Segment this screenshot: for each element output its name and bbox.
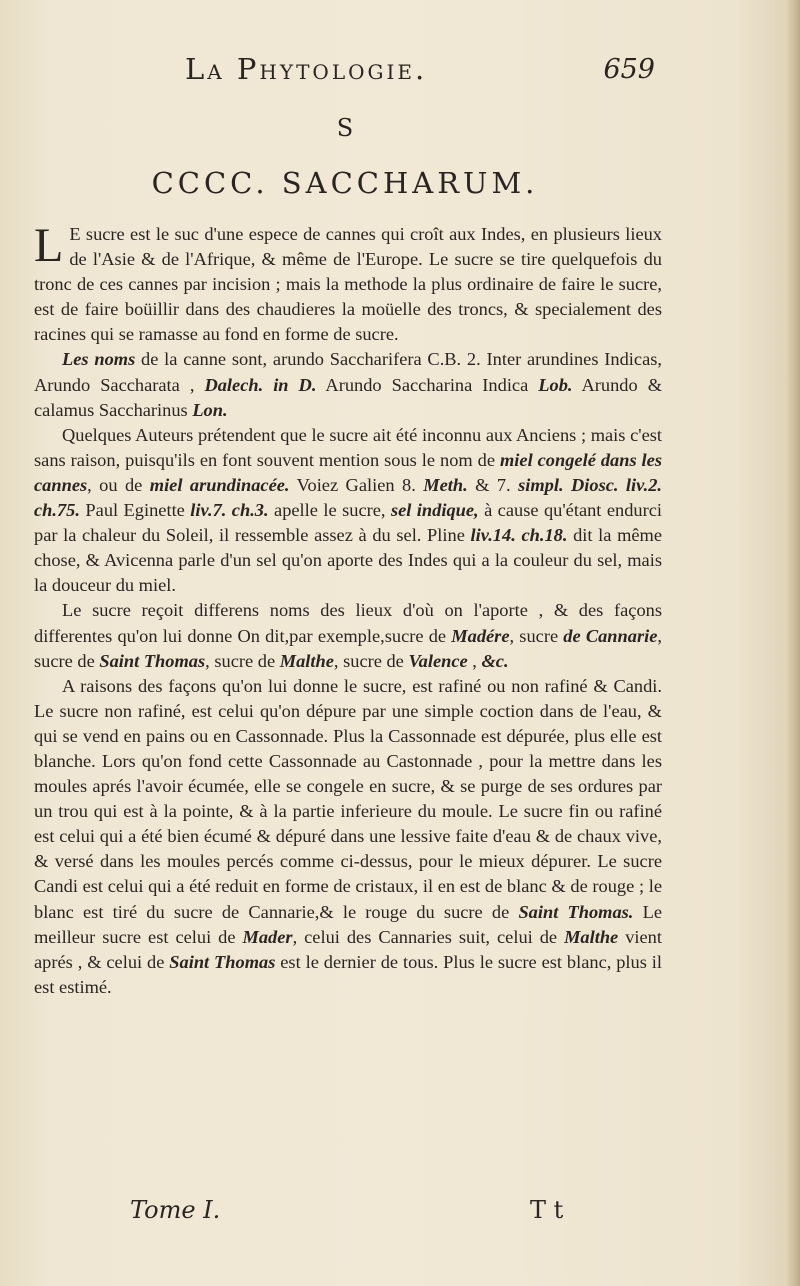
page-number: 659 (603, 54, 655, 85)
text-run: est le dernier de tous. Plus le sucre est blanc, plus il est estimé. (34, 951, 662, 997)
text-run: liv.14. ch.18. (470, 525, 568, 546)
signature-mark: T t (530, 1196, 564, 1224)
text-run: , celui des Cannaries suit, celui de (292, 926, 565, 947)
text-run: miel congelé dans les cannes (34, 449, 662, 495)
text-run: miel arundinacée. (149, 474, 290, 495)
text-run: Arundo & calamus Saccharinus (34, 374, 662, 420)
text-run: dit la même chose, & Avicenna parle d'un sel qu'on aporte des Indes qui a la couleur du sel, mais la douceur du miel. (34, 525, 663, 596)
text-run: , ou de (87, 474, 150, 495)
text-run: Meth. (423, 474, 468, 495)
text-run: , sucre de (333, 650, 409, 671)
text-run: de Cannarie (563, 625, 658, 646)
text-run: à cause qu'étant endurci par la chaleur du Soleil, il ressemble assez à du sel. Pline (34, 500, 662, 546)
running-header (185, 52, 655, 88)
text-run: Arundo Saccharina Indica (316, 374, 539, 395)
text-run: Paul Eginette (79, 500, 191, 521)
text-run: , sucre de (34, 625, 662, 671)
page-footer (0, 1196, 800, 1236)
text-run: A raisons des façons qu'on lui donne le sucre, est rafiné ou non rafiné & Candi. Le sucre non rafiné, est celui qu'on dépure par une simple coction dans de l'eau, & qui se vend en pains ou en Cassonnade. Plus la Cassonnade est dépurée, plus elle est blanche. Lors qu'on fond cette Cassonnade au Castonnade , pour la mettre dans les moules aprés l'avoir écumée, elle se congele en sucre, & se purge de ses ordures par un trou qui est à la pointe, & à la partie inferieure du moule. Le sucre fin ou rafiné est celui qui a été bien écumé & dépuré dans une lessive faite d'eau & de chaux vive, & versé dans les moules percés comme ci-dessus, pour le mieux dépurer. Le sucre Candi est celui qui a été reduit en forme de cristaux, il en est de blanc & de rouge ; le blanc est tiré du sucre de Cannarie,& le rouge du sucre de (34, 675, 662, 922)
text-run: sel indique, (390, 500, 479, 521)
chapter-title: CCCC. SACCHARUM. (151, 166, 539, 200)
text-run: vient aprés , & celui de (34, 926, 662, 972)
text-run: Madére (451, 625, 510, 646)
page-spine-shadow (786, 0, 800, 1286)
paragraph-varieties (34, 598, 662, 673)
text-run: apelle le sucre, (268, 500, 391, 521)
tome-label: Tome I. (130, 1196, 221, 1224)
paragraph-refining (34, 674, 662, 1000)
text-run: Valence (408, 650, 468, 671)
text-run: de la canne sont, arundo Saccharifera C.B. 2. Inter arundines Indicas, Arundo Saccharata , (34, 349, 662, 395)
paragraph-names (34, 347, 662, 422)
text-run: Malthe (564, 926, 619, 947)
paragraph-history (34, 423, 662, 599)
text-run: & 7. (467, 474, 519, 495)
text-run: Lon. (192, 399, 228, 420)
section-letter: S (336, 114, 354, 142)
text-run: Quelques Auteurs prétendent que le sucre ait été inconnu aux Anciens ; mais c'est sans raison, puisqu'ils en font souvent mention sous le nom de (34, 424, 662, 470)
text-run: Le sucre reçoit differens noms des lieux d'où on l'aporte , & des façons differentes qu'on lui donne On dit,par exemple,sucre de (34, 600, 662, 646)
text-run: &c. (481, 650, 509, 671)
text-run: , (467, 650, 482, 671)
text-run: Voiez Galien 8. (289, 474, 424, 495)
paragraph-intro (34, 219, 662, 347)
text-run: Lob. (538, 374, 573, 395)
text-run: simpl. Diosc. liv.2. ch.75. (34, 474, 662, 521)
text-run: , sucre (509, 625, 564, 646)
drop-cap: L (34, 219, 64, 272)
text-run: Saint Thomas (99, 650, 206, 671)
text-run: Les noms (62, 349, 136, 370)
text-run: Saint Thomas (169, 951, 276, 972)
text-run: Le meilleur sucre est celui de (34, 901, 662, 947)
body-text (34, 219, 663, 1000)
text-run: Malthe (279, 650, 334, 671)
text-run: Saint Thomas. (518, 901, 634, 922)
text-run: Dalech. in D. (204, 374, 317, 395)
text-run: , sucre de (205, 650, 280, 671)
paragraph-text: E sucre est le suc d'une espece de cannes qui croît aux Indes, en plusieurs lieux de l'Asie & de l'Afrique, & même de l'Europe. Le sucre se tire quelquefois du tronc de ces cannes par incision ; mais la methode la plus ordinaire de faire le sucre, est de faire boüillir dans des chaudieres la moüelle des troncs, & specialement des racines qui se ramasse au fond en forme de sucre. (34, 224, 662, 345)
text-run: liv.7. ch.3. (190, 500, 269, 521)
text-run: Mader (242, 926, 293, 947)
running-title: La Phytologie. (185, 52, 428, 86)
